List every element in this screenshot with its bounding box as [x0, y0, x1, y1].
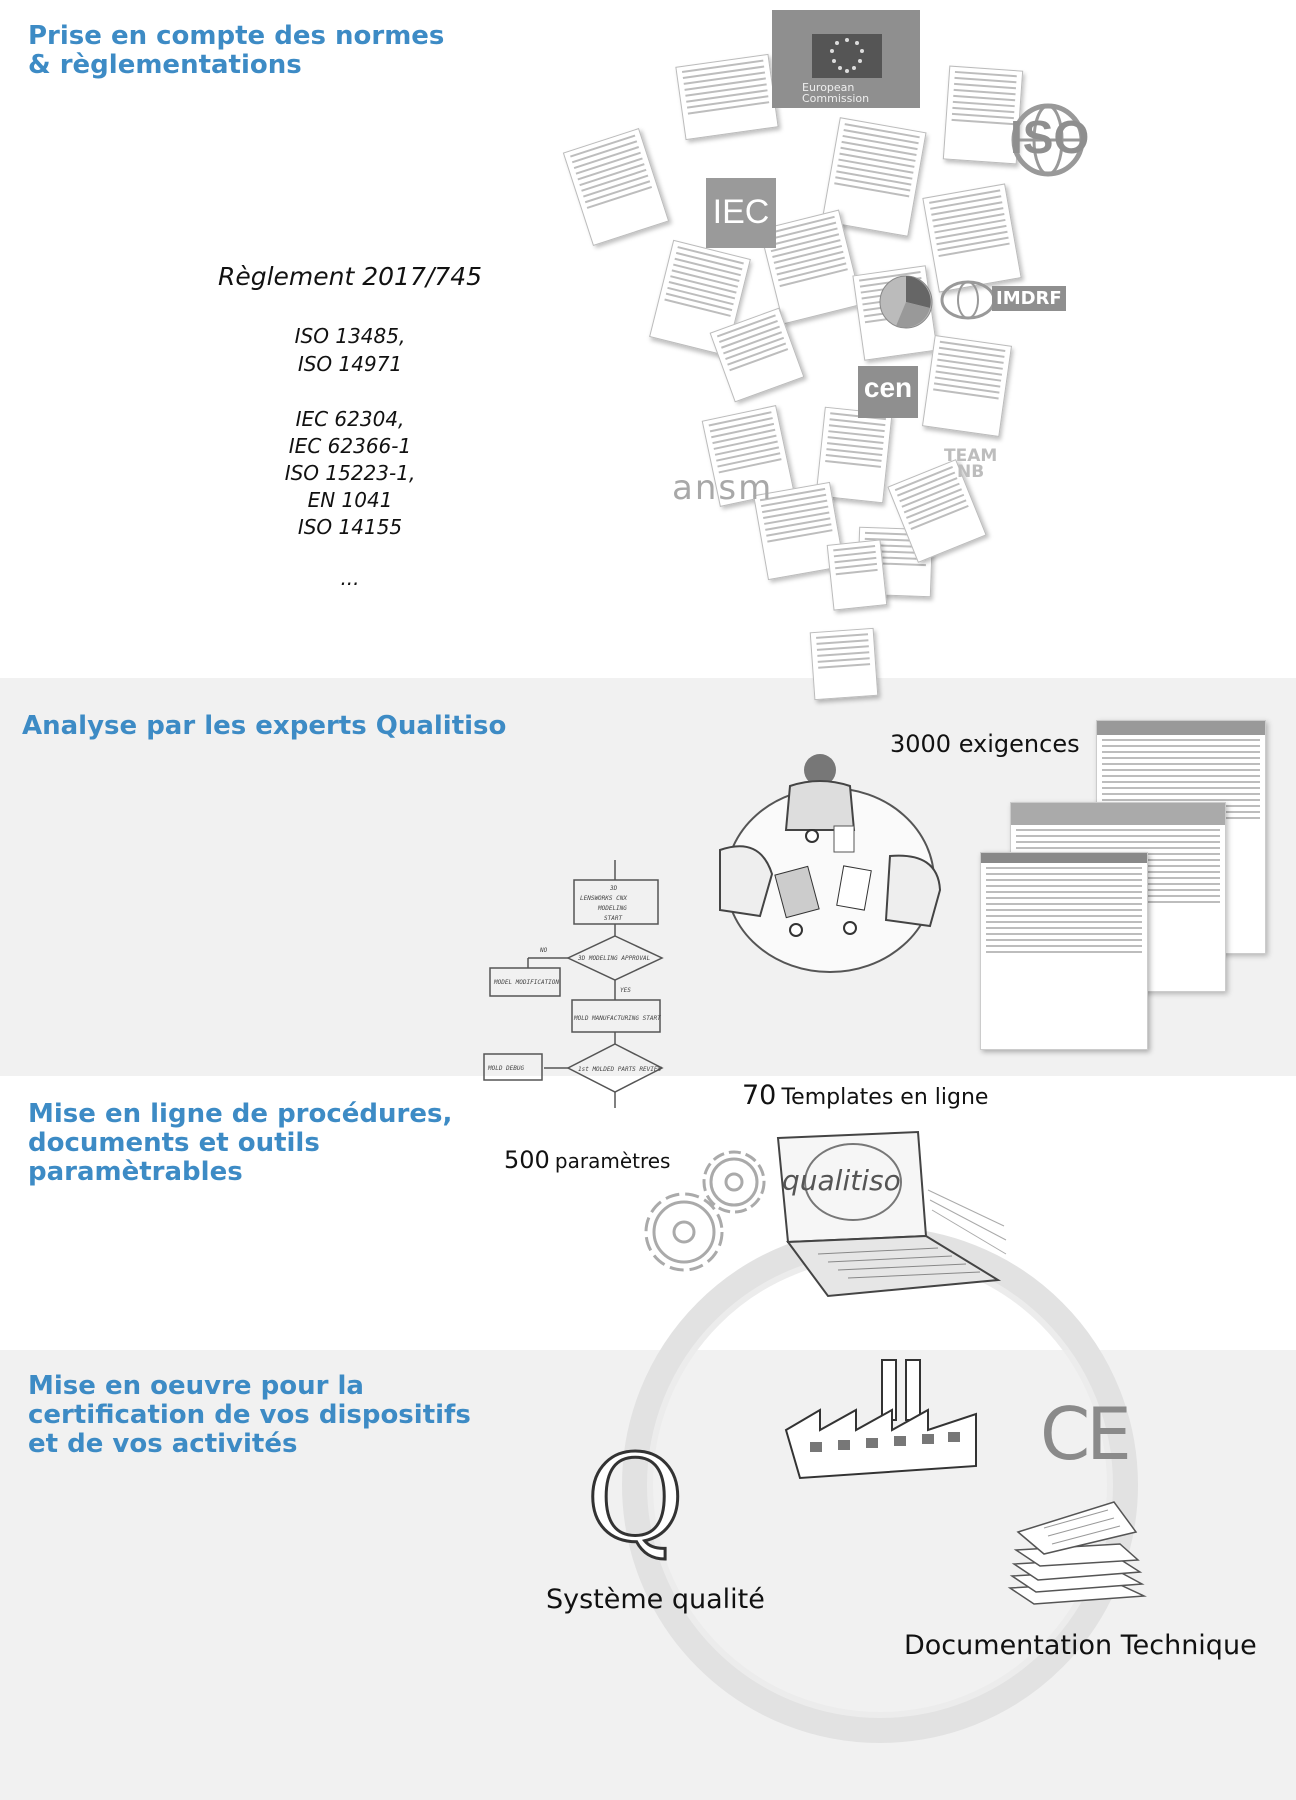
reglement-label: Règlement 2017/745	[217, 262, 483, 291]
iec-list: IEC 62304, IEC 62366-1 ISO 15223-1, EN 1041 ISO 14155	[284, 407, 416, 539]
team-nb-logo: TEAM NB	[944, 446, 998, 482]
heading-analyse: Analyse par les experts Qualitiso	[22, 711, 507, 741]
flowchart-text: YES	[620, 987, 631, 994]
heading-mise-en-ligne: Mise en ligne de procédures, documents et outils paramètrables	[28, 1099, 453, 1187]
flowchart-text: 3D	[610, 885, 618, 892]
document-sheet	[922, 335, 1012, 437]
params-text: paramètres	[554, 1149, 671, 1173]
flowchart-text: MODELING	[598, 905, 627, 912]
templates-text: Templates en ligne	[781, 1085, 989, 1110]
european-commission-logo	[772, 10, 920, 108]
ec-logo-text-2: Commission	[802, 92, 870, 105]
requirements-sheet	[980, 852, 1148, 1050]
flowchart-text: MOLD MANUFACTURING START	[574, 1015, 661, 1022]
flowchart-sketch	[480, 860, 680, 1110]
factory-icon	[780, 1354, 1000, 1484]
document-sheet	[827, 539, 888, 610]
flowchart-text: START	[604, 915, 623, 922]
document-sheet	[810, 628, 879, 700]
heading-mise-en-oeuvre: Mise en oeuvre pour la certification de vos dispositifs et de vos activités	[28, 1371, 471, 1459]
paper-stack-icon	[1004, 1492, 1150, 1612]
params-number: 500	[504, 1146, 550, 1174]
qualitiso-logo: qualitiso	[782, 1164, 901, 1197]
documentation-technique-label: Documentation Technique	[904, 1630, 1257, 1661]
flowchart-text: MODEL MODIFICATION	[494, 979, 560, 986]
document-sheet	[675, 54, 778, 140]
templates-label	[742, 1080, 988, 1111]
templates-number: 70	[742, 1080, 777, 1111]
systeme-qualite-label: Système qualité	[546, 1584, 765, 1615]
iso-logo: ISO	[1010, 111, 1090, 163]
laptop-icon	[768, 1130, 1008, 1300]
iso-list: ISO 13485, ISO 14971	[294, 324, 406, 376]
ec-logo-text-1: European	[802, 81, 855, 94]
exigences-label: 3000 exigences	[890, 730, 1080, 758]
flowchart-text: 3D MODELING APPROVAL	[578, 955, 651, 962]
cen-logo: cen	[858, 366, 918, 418]
iec-logo: IEC	[706, 178, 776, 248]
heading-normes: Prise en compte des normes & règlementations	[28, 21, 445, 80]
quality-q-icon: Q	[586, 1430, 685, 1569]
norms-ellipsis: ...	[340, 566, 360, 590]
experts-meeting-illustration	[700, 740, 960, 980]
ce-mark-icon: CE	[1040, 1392, 1128, 1476]
imdrf-logo: IMDRF	[992, 286, 1066, 311]
document-sheet	[922, 183, 1021, 292]
flowchart-text: NO	[540, 947, 548, 954]
flowchart-text: 1st MOLDED PARTS REVIEW	[578, 1066, 662, 1073]
imdrf-globe-icon	[940, 280, 996, 320]
flowchart-text: MOLD DEBUG	[488, 1065, 525, 1072]
ansm-logo: ansm	[672, 468, 774, 508]
pie-chart-icon	[876, 272, 936, 332]
gears-icon	[630, 1136, 770, 1286]
flowchart-text: LENSWORKS CNX	[580, 895, 627, 902]
